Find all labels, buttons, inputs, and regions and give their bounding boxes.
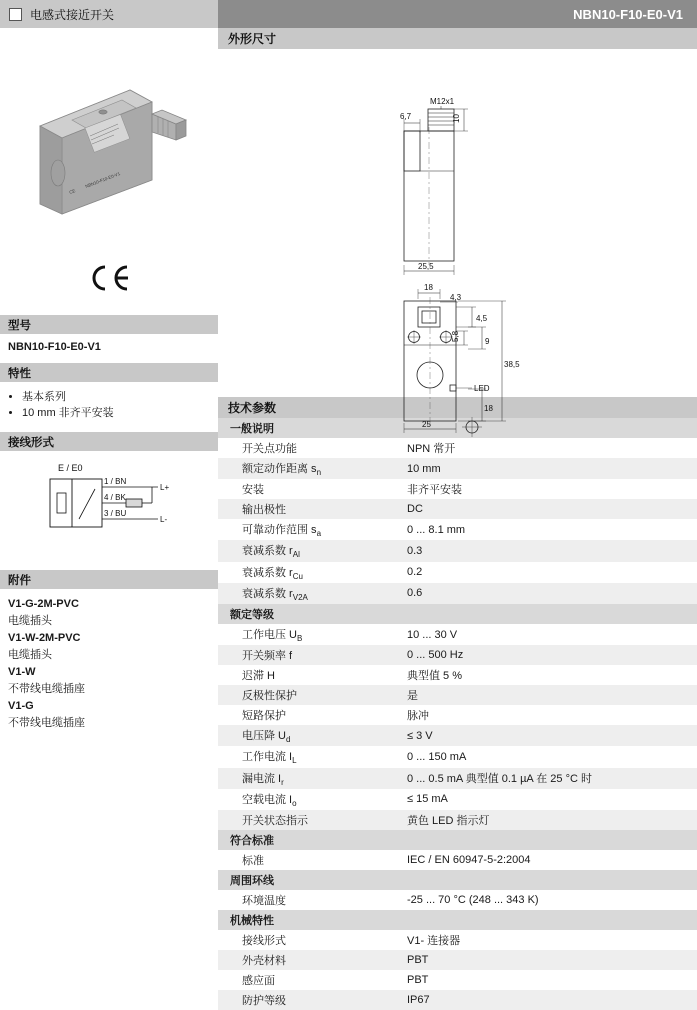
dim-label-25-5: 25,5: [418, 262, 434, 271]
accessory-name: V1-W-2M-PVC: [8, 632, 81, 644]
dim-label-18-lower: 18: [484, 404, 493, 413]
tech-key: 衰减系数 $r_{Cu}$: [242, 566, 303, 581]
table-row: [218, 768, 697, 789]
table-row: [218, 850, 697, 870]
table-row: [218, 562, 697, 583]
tech-value: 是: [403, 685, 697, 705]
table-row: [218, 645, 697, 665]
tech-value: PBT: [407, 973, 429, 986]
tech-group-title: 机械特性: [218, 910, 697, 930]
tech-key: 反极性保护: [218, 685, 403, 705]
section-bar-wiring: 接线形式: [0, 432, 218, 451]
tech-key: 工作电流 $I_L$: [242, 751, 297, 766]
dim-label-thread: M12x1: [430, 97, 455, 106]
tech-value: PBT: [403, 950, 697, 970]
tech-value: -25 ... 70 °C (248 ... 343 K): [407, 893, 539, 906]
wiring-label-3: 3 / BU: [104, 509, 127, 518]
table-row: [218, 499, 697, 519]
accessory-name: V1-G: [8, 700, 34, 712]
model-value: NBN10-F10-E0-V1: [8, 341, 101, 353]
section-bar-features: 特性: [0, 363, 218, 382]
page-header: [0, 0, 697, 28]
section-bar-accessories: 附件: [0, 570, 218, 589]
tech-value: 0 ... 500 Hz: [403, 645, 697, 665]
tech-group-header: [218, 870, 697, 890]
tech-key: 安装: [242, 484, 264, 497]
table-row: [218, 438, 697, 458]
tech-value: ≤ 3 V: [403, 725, 697, 746]
tech-key: 开关点功能: [242, 443, 297, 455]
tech-spec-table: [218, 418, 697, 1010]
tech-key: 输出极性: [218, 499, 403, 519]
header-category-block: [0, 0, 218, 28]
tech-value: V1- 连接器: [407, 934, 461, 947]
tech-group-header: [218, 910, 697, 930]
dim-label-5-8: 5,8: [451, 330, 460, 342]
table-row: [218, 950, 697, 970]
features-block: [0, 382, 218, 430]
tech-key: 衰减系数 $r_{Al}$: [218, 540, 403, 561]
tech-value: IEC / EN 60947-5-2:2004: [407, 853, 531, 866]
wiring-label-lplus: L+: [160, 483, 170, 492]
dim-label-4-5: 4,5: [476, 314, 488, 323]
dim-label-38-5: 38,5: [504, 360, 520, 369]
tech-value: 脉冲: [407, 710, 429, 723]
tech-value: DC: [403, 499, 697, 519]
tech-value: 10 ... 30 V: [407, 628, 458, 641]
dim-label-10: 10: [452, 114, 461, 123]
table-row: [218, 725, 697, 746]
tech-group-title: 额定等级: [218, 604, 697, 624]
left-column: [0, 28, 218, 880]
accessory-name: V1-W: [8, 666, 36, 678]
table-row: [218, 930, 697, 950]
svg-text:CE: CE: [68, 188, 77, 195]
dim-label-9: 9: [485, 337, 490, 346]
tech-key: 防护等级: [218, 990, 403, 1010]
accessory-desc: 不带线电缆插座: [8, 717, 85, 729]
tech-value: ≤ 15 mA: [407, 793, 448, 806]
table-row: [218, 519, 697, 540]
tech-key: 开关频率 f: [218, 645, 403, 665]
dim-label-18: 18: [424, 283, 433, 292]
table-row: [218, 705, 697, 725]
section-bar-tech: 技术参数: [218, 397, 697, 418]
table-row: [218, 746, 697, 767]
table-row: [218, 789, 697, 810]
tech-group-header: [218, 418, 697, 438]
dim-label-4-3: 4,3: [450, 293, 462, 302]
section-bar-dimensions: 外形尺寸: [218, 28, 697, 49]
tech-key: 短路保护: [242, 710, 286, 723]
table-row: [218, 890, 697, 910]
tech-group-title: 一般说明: [218, 418, 697, 438]
table-row: [218, 624, 697, 645]
wiring-label-1: 1 / BN: [104, 477, 127, 486]
table-row: [218, 970, 697, 990]
tech-key: 电压降 $U_d$: [218, 725, 403, 746]
tech-value: 0.6: [403, 583, 697, 604]
ce-mark-icon: [87, 263, 131, 293]
tech-value: IP67: [403, 990, 697, 1010]
dim-label-25: 25: [422, 420, 431, 429]
header-model-label: NBN10-F10-E0-V1: [573, 6, 683, 22]
list-item: • 基本系列: [22, 390, 210, 405]
tech-value: 0 ... 8.1 mm: [407, 523, 466, 536]
wiring-diagram-svg: [0, 459, 218, 559]
svg-text:NBN10-F10-E0-V1: NBN10-F10-E0-V1: [84, 171, 121, 189]
tech-value: 0 ... 0.5 mA 典型值 0.1 µA 在 25 °C 时: [403, 768, 697, 789]
tech-key: 标准: [242, 854, 264, 867]
table-row: [218, 990, 697, 1010]
product-photo: [0, 28, 218, 243]
table-row: [218, 685, 697, 705]
tech-key: 额定动作距离 $s_n$: [218, 458, 403, 479]
model-value-block: [0, 334, 218, 361]
section-bar-model: 型号: [0, 315, 218, 334]
table-row: [218, 540, 697, 561]
table-row: [218, 665, 697, 685]
tech-value: 非齐平安装: [407, 484, 462, 497]
accessory-name: V1-G-2M-PVC: [8, 598, 79, 610]
tech-key: 工作电压 $U_B$: [242, 628, 303, 644]
wiring-diagram: [0, 451, 218, 568]
accessory-desc: 电缆插头: [8, 615, 52, 627]
dim-label-6-7: 6,7: [400, 112, 412, 121]
table-row: [218, 458, 697, 479]
tech-key: 开关状态指示: [218, 810, 403, 830]
tech-value: 典型值 5 %: [407, 670, 463, 683]
wiring-label-lminus: L-: [160, 515, 168, 524]
accessories-list: [0, 589, 218, 740]
accessory-desc: 电缆插头: [8, 649, 52, 661]
tech-key: 外壳材料: [218, 950, 403, 970]
tech-key: 漏电流 $I_r$: [218, 768, 403, 789]
tech-group-header: [218, 830, 697, 850]
header-model-block: [218, 0, 697, 28]
tech-value: 10 mm: [403, 458, 697, 479]
tech-group-title: 符合标准: [218, 830, 697, 850]
product-photo-svg: [0, 28, 218, 243]
list-item: • 10 mm 非齐平安装: [22, 406, 210, 421]
tech-key: 感应面: [242, 974, 275, 987]
tech-group-title: 周围环线: [218, 870, 697, 890]
tech-key: 接线形式: [242, 934, 286, 947]
right-column: [218, 28, 697, 1007]
wiring-diagram-title: E / E0: [58, 463, 83, 473]
tech-value: 0 ... 150 mA: [407, 750, 467, 763]
tech-value: NPN 常开: [407, 443, 456, 455]
accessory-desc: 不带线电缆插座: [8, 683, 85, 695]
table-row: [218, 479, 697, 499]
tech-group-header: [218, 604, 697, 624]
tech-value: 0.2: [407, 566, 423, 579]
tech-key: 衰减系数 $r_{V2A}$: [218, 583, 403, 604]
tech-key: 迟滞 H: [242, 670, 275, 683]
tech-value: 0.3: [403, 540, 697, 561]
features-list: [8, 390, 210, 421]
tech-key: 空载电流 $I_o$: [242, 793, 297, 808]
dim-label-led: LED: [474, 384, 490, 393]
table-row: [218, 810, 697, 830]
tech-key: 可靠动作范围 $s_a$: [242, 524, 322, 539]
wiring-label-4: 4 / BK: [104, 493, 126, 502]
sensor-symbol-icon: [9, 8, 22, 21]
header-category-label: 电感式接近开关: [30, 7, 115, 22]
ce-mark: [0, 243, 218, 313]
tech-value: 黄色 LED 指示灯: [403, 810, 697, 830]
table-row: [218, 583, 697, 604]
tech-key: 环境温度: [242, 894, 286, 907]
